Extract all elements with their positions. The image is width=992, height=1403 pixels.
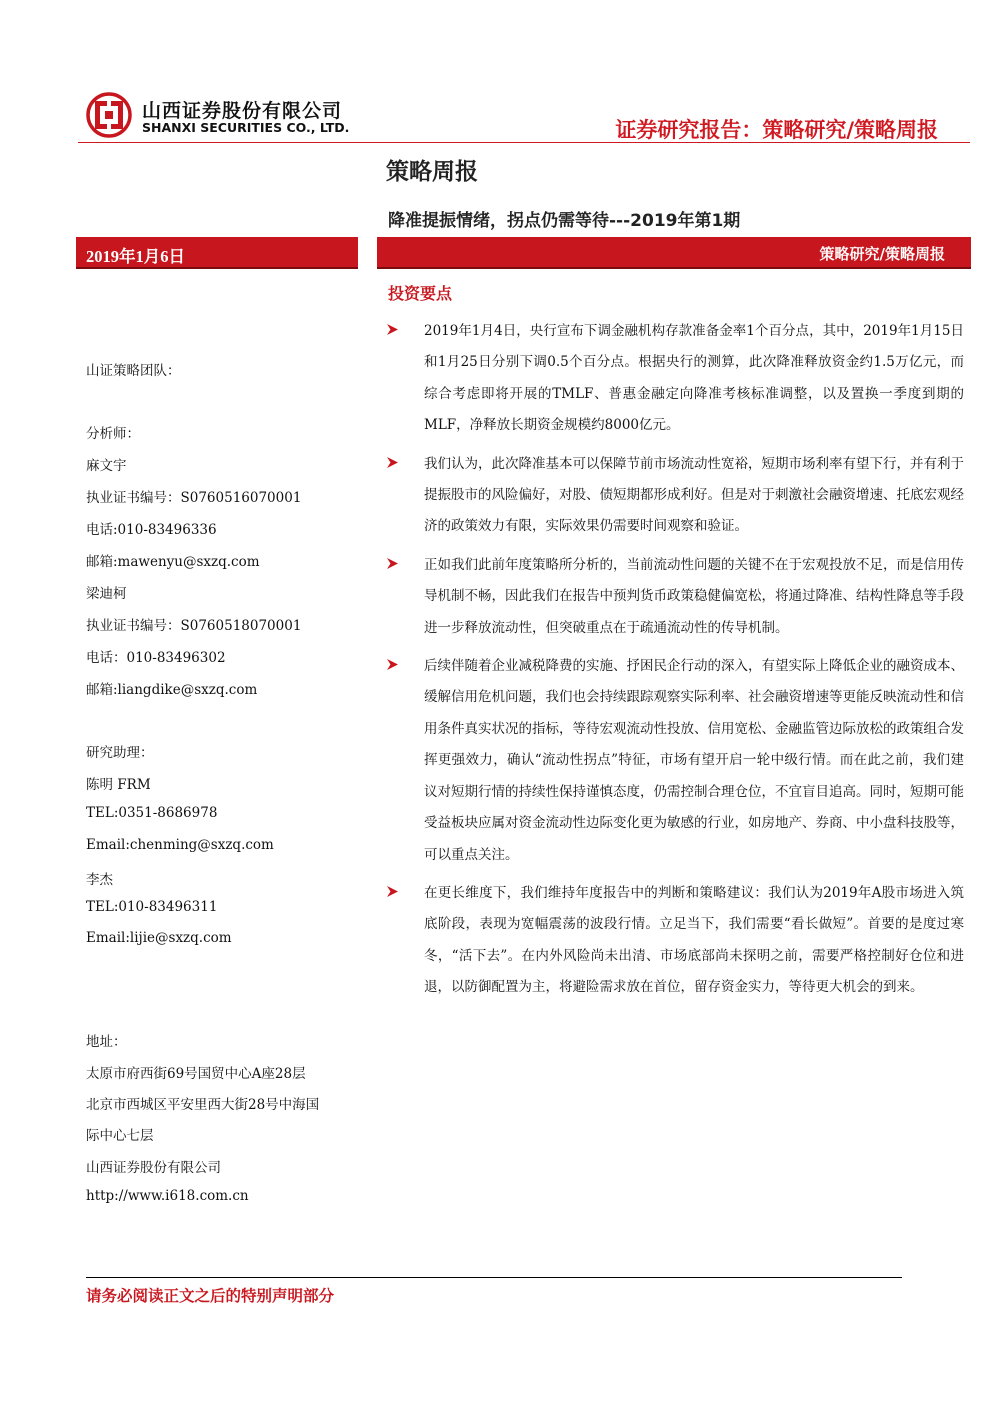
report-date: 2019年1月6日 xyxy=(86,247,185,266)
assistant-email: Email:lijie@sxzq.com xyxy=(86,930,232,946)
list-item xyxy=(382,316,964,442)
analyst-email: 邮箱:mawenyu@sxzq.com xyxy=(86,554,260,570)
shanxi-securities-logo-icon xyxy=(86,92,132,138)
arrow-bullet-icon xyxy=(386,658,399,671)
assistant-tel: TEL:0351-8686978 xyxy=(86,805,218,821)
company-name-cn: 山西证券股份有限公司 xyxy=(142,100,343,122)
analyst-cert: 执业证书编号：S0760518070001 xyxy=(86,618,302,634)
bullet-text: 2019年1月4日，央行宣布下调金融机构存款准备金率1个百分点，其中，2019年1月15日和1月25日分别下调0.5个百分点。根据央行的测算，此次降准释放资金约1.5万亿元，而综合考虑即将开展的TMLF、普惠金融定向降准考核标准调整，以及置换一季度到期的MLF，净释放长期资金规模约8000亿元。 xyxy=(424,323,964,434)
bullet-text: 在更长维度下，我们维持年度报告中的判断和策略建议：我们认为2019年A股市场进入筑底阶段，表现为宽幅震荡的波段行情。立足当下，我们需要“看长做短”。首要的是度过寒冬，“活下去”。在内外风险尚未出清、市场底部尚未探明之前，需要严格控制好仓位和进退，以防御配置为主，将避险需求放在首位，留存资金实力，等待更大机会的到来。 xyxy=(424,884,964,996)
bullet-text: 我们认为，此次降准基本可以保障节前市场流动性宽裕，短期市场利率有望下行，并有利于提振股市的风险偏好，对股、债短期都形成利好。但是对于刺激社会融资增速、托底宏观经济的政策效力有限，实际效果仍需要时间观察和验证。 xyxy=(424,455,964,535)
analyst-cert: 执业证书编号：S0760516070001 xyxy=(86,490,302,506)
investment-points xyxy=(382,316,964,1011)
analyst-tel: 电话：010-83496302 xyxy=(86,650,226,666)
list-item xyxy=(382,878,964,1004)
document-title: 策略周报 xyxy=(386,159,478,185)
footer-divider xyxy=(86,1277,902,1278)
category-bar xyxy=(377,237,971,269)
arrow-bullet-icon xyxy=(386,323,399,336)
assistant-tel: TEL:010-83496311 xyxy=(86,899,218,915)
list-item xyxy=(382,449,964,543)
bullet-text: 正如我们此前年度策略所分析的，当前流动性问题的关键不在于宏观投放不足，而是信用传导机制不畅，因此我们在报告中预判货币政策稳健偏宽松，将通过降准、结构性降息等手段进一步释放流动性，但突破重点在于疏通流动性的传导机制。 xyxy=(424,556,964,636)
analyst-name: 麻文宇 xyxy=(86,458,127,474)
team-label: 山证策略团队： xyxy=(86,363,181,379)
company-name: 山西证券股份有限公司 xyxy=(86,1160,221,1176)
list-item xyxy=(382,550,964,644)
bullet-text: 后续伴随着企业减税降费的实施、抒困民企行动的深入，有望实际上降低企业的融资成本、缓解信用危机问题，我们也会持续跟踪观察实际利率、社会融资增速等更能反映流动性和信用条件真实状况的指标，等待宏观流动性投放、信用宽松、金融监管边际放松的政策组合发挥更强效力，确认“流动性拐点”特征，市场有望开启一轮中级行情。而在此之前，我们建议对短期行情的持续性保持谨慎态度，仍需控制合理仓位，不宜盲目追高。同时，短期可能受益板块应属对资金流动性边际变化更为敏感的行业，如房地产、券商、中小盘科技股等，可以重点关注。 xyxy=(424,658,964,863)
section-heading: 投资要点 xyxy=(388,284,453,303)
assistant-label: 研究助理： xyxy=(86,745,154,761)
address-label: 地址： xyxy=(86,1034,127,1050)
assistant-name: 李杰 xyxy=(86,872,113,888)
arrow-bullet-icon xyxy=(386,557,399,570)
arrow-bullet-icon xyxy=(386,456,399,469)
document-subtitle: 降准提振情绪，拐点仍需等待---2019年第1期 xyxy=(388,211,741,231)
address-line: 太原市府西街69号国贸中心A座28层 xyxy=(86,1066,306,1082)
report-category: 策略研究/策略周报 xyxy=(819,245,945,263)
address-line: 北京市西城区平安里西大街28号中海国 xyxy=(86,1097,320,1113)
company-name-en: SHANXI SECURITIES CO., LTD. xyxy=(142,120,350,135)
disclaimer-notice: 请务必阅读正文之后的特别声明部分 xyxy=(86,1287,335,1305)
arrow-bullet-icon xyxy=(386,885,399,898)
report-type: 证券研究报告：策略研究/策略周报 xyxy=(615,118,938,142)
header-divider xyxy=(78,142,970,143)
analyst-name: 梁迪柯 xyxy=(86,586,127,602)
list-item xyxy=(382,651,964,871)
website-link[interactable]: http://www.i618.com.cn xyxy=(86,1188,249,1204)
analyst-tel: 电话:010-83496336 xyxy=(86,522,217,538)
analyst-email: 邮箱:liangdike@sxzq.com xyxy=(86,682,258,698)
analyst-label: 分析师： xyxy=(86,426,140,442)
assistant-name: 陈明 FRM xyxy=(86,777,151,793)
date-bar xyxy=(76,237,358,269)
address-line: 际中心七层 xyxy=(86,1128,154,1144)
assistant-email: Email:chenming@sxzq.com xyxy=(86,837,274,853)
